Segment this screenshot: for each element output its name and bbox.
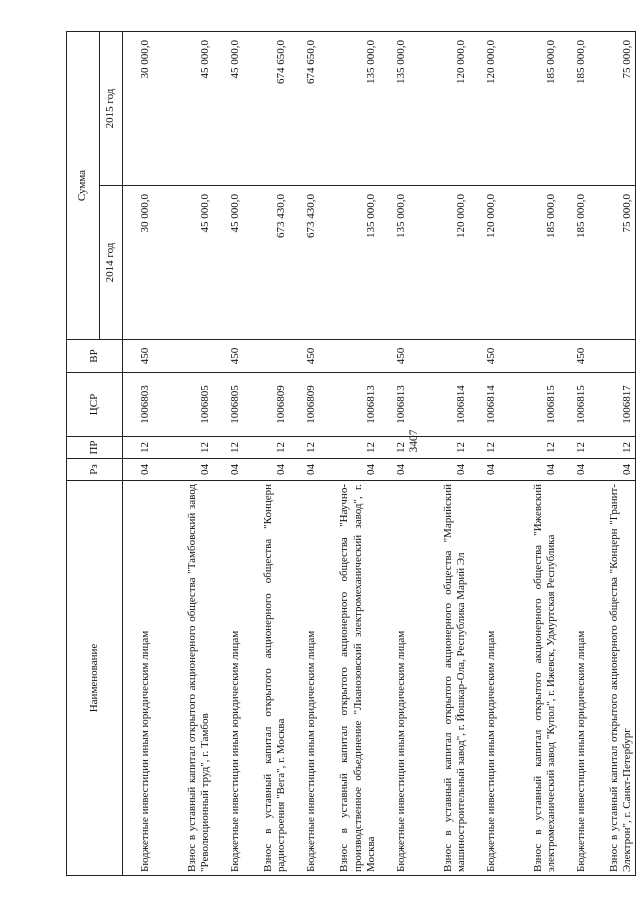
row-pr: 12 <box>469 437 499 459</box>
row-name: Взнос в уставный капитал открытого акционерного общества "Научно-производственное объединение "Лианозовский электромеханический завод", г. Москва <box>319 481 379 876</box>
row-pr: 12 <box>213 437 243 459</box>
header-2014: 2014 год <box>100 186 123 340</box>
row-pr: 12 <box>499 437 559 459</box>
row-csr: 1006809 <box>289 373 319 437</box>
row-rz: 04 <box>153 459 213 481</box>
row-rz: 04 <box>409 459 469 481</box>
row-csr: 1006805 <box>213 373 243 437</box>
row-name: Взнос в уставный капитал открытого акционерного общества "Концерн "Гранит-Электрон", г. Санкт-Петербург <box>589 481 636 876</box>
row-sum-2015: 674 650,0 <box>289 32 319 186</box>
row-name: Бюджетные инвестиции иным юридическим лицам <box>289 481 319 876</box>
row-csr: 1006815 <box>559 373 589 437</box>
row-rz: 04 <box>123 459 154 481</box>
row-rz: 04 <box>319 459 379 481</box>
header-sum: Сумма <box>67 32 100 340</box>
row-sum-2015: 135 000,0 <box>379 32 409 186</box>
row-sum-2014: 185 000,0 <box>559 186 589 340</box>
row-vr <box>589 340 636 373</box>
table-row <box>499 32 559 876</box>
table-row <box>213 32 243 876</box>
table-row <box>559 32 589 876</box>
row-csr: 1006814 <box>409 373 469 437</box>
row-name: Взнос в уставный капитал открытого акционерного общества "Концерн радиостроения "Вега", г. Москва <box>243 481 289 876</box>
row-pr: 12 <box>379 437 409 459</box>
row-vr: 450 <box>559 340 589 373</box>
row-pr: 12 <box>289 437 319 459</box>
row-name: Взнос в уставный капитал открытого акционерного общества "Марийский машиностроительный завод", г. Йошкар-Ола, Республика Марий Эл <box>409 481 469 876</box>
row-rz: 04 <box>559 459 589 481</box>
row-vr <box>409 340 469 373</box>
table-row <box>123 32 154 876</box>
row-pr: 12 <box>243 437 289 459</box>
row-pr: 12 <box>319 437 379 459</box>
row-sum-2015: 674 650,0 <box>243 32 289 186</box>
row-sum-2015: 75 000,0 <box>589 32 636 186</box>
row-sum-2014: 135 000,0 <box>379 186 409 340</box>
header-pr: ПР <box>67 437 123 459</box>
table-row <box>153 32 213 876</box>
row-sum-2014: 185 000,0 <box>499 186 559 340</box>
row-sum-2015: 45 000,0 <box>153 32 213 186</box>
row-name: Бюджетные инвестиции иным юридическим лицам <box>379 481 409 876</box>
table-row <box>409 32 469 876</box>
row-rz: 04 <box>243 459 289 481</box>
row-csr: 1006814 <box>469 373 499 437</box>
row-rz: 04 <box>379 459 409 481</box>
row-csr: 1006815 <box>499 373 559 437</box>
row-vr: 450 <box>469 340 499 373</box>
row-sum-2014: 75 000,0 <box>589 186 636 340</box>
row-name: Бюджетные инвестиции иным юридическим лицам <box>123 481 154 876</box>
row-pr: 12 <box>123 437 154 459</box>
row-name: Взнос в уставный капитал открытого акционерного общества "Ижевский электромеханический завод "Купол", г. Ижевск, Удмуртская Республика <box>499 481 559 876</box>
row-csr: 1006813 <box>379 373 409 437</box>
row-pr: 12 <box>153 437 213 459</box>
row-pr: 12 <box>559 437 589 459</box>
row-sum-2015: 185 000,0 <box>499 32 559 186</box>
row-name: Бюджетные инвестиции иным юридическим лицам <box>213 481 243 876</box>
row-name: Бюджетные инвестиции иным юридическим лицам <box>559 481 589 876</box>
table-row <box>319 32 379 876</box>
row-sum-2015: 135 000,0 <box>319 32 379 186</box>
row-vr: 450 <box>289 340 319 373</box>
row-sum-2014: 135 000,0 <box>319 186 379 340</box>
row-vr <box>243 340 289 373</box>
row-vr: 450 <box>123 340 154 373</box>
header-vr: ВР <box>67 340 123 373</box>
header-rz: Рз <box>67 459 123 481</box>
row-vr <box>319 340 379 373</box>
row-sum-2015: 45 000,0 <box>213 32 243 186</box>
header-csr: ЦСР <box>67 373 123 437</box>
row-sum-2014: 45 000,0 <box>153 186 213 340</box>
row-rz: 04 <box>499 459 559 481</box>
row-sum-2015: 185 000,0 <box>559 32 589 186</box>
row-rz: 04 <box>469 459 499 481</box>
row-vr <box>153 340 213 373</box>
row-name: Бюджетные инвестиции иным юридическим лицам <box>469 481 499 876</box>
row-rz: 04 <box>589 459 636 481</box>
table-row <box>379 32 409 876</box>
row-sum-2015: 120 000,0 <box>469 32 499 186</box>
budget-table-container <box>66 32 633 876</box>
table-row <box>469 32 499 876</box>
row-rz: 04 <box>213 459 243 481</box>
row-sum-2015: 30 000,0 <box>123 32 154 186</box>
row-csr: 1006817 <box>589 373 636 437</box>
row-sum-2014: 30 000,0 <box>123 186 154 340</box>
header-2015: 2015 год <box>100 32 123 186</box>
row-rz: 04 <box>289 459 319 481</box>
row-sum-2014: 673 430,0 <box>289 186 319 340</box>
row-sum-2014: 45 000,0 <box>213 186 243 340</box>
row-vr: 450 <box>379 340 409 373</box>
row-csr: 1006805 <box>153 373 213 437</box>
row-sum-2014: 120 000,0 <box>469 186 499 340</box>
table-row <box>589 32 636 876</box>
row-vr: 450 <box>213 340 243 373</box>
budget-table <box>66 31 636 876</box>
table-row <box>289 32 319 876</box>
row-pr: 12 <box>589 437 636 459</box>
row-pr: 12 <box>409 437 469 459</box>
row-csr: 1006809 <box>243 373 289 437</box>
page-number: 3407 <box>408 429 420 453</box>
table-row <box>243 32 289 876</box>
row-name: Взнос в уставный капитал открытого акционерного общества "Тамбовский завод "Революционный труд", г. Тамбов <box>153 481 213 876</box>
row-sum-2015: 120 000,0 <box>409 32 469 186</box>
row-sum-2014: 120 000,0 <box>409 186 469 340</box>
row-vr <box>499 340 559 373</box>
row-csr: 1006803 <box>123 373 154 437</box>
row-sum-2014: 673 430,0 <box>243 186 289 340</box>
header-name: Наименование <box>67 481 123 876</box>
row-csr: 1006813 <box>319 373 379 437</box>
